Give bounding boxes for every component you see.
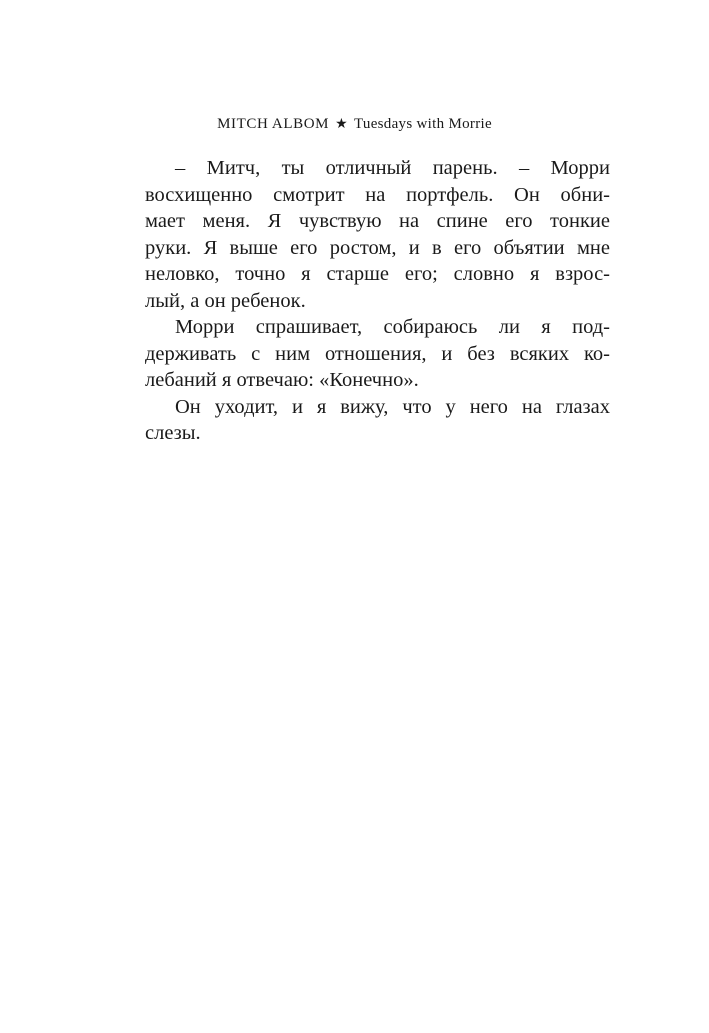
- text-line: восхищенно смотрит на портфель. Он обни-: [145, 183, 610, 206]
- text-line: – Митч, ты отличный парень. – Морри: [175, 157, 610, 179]
- paragraph: [145, 155, 610, 314]
- text-line: Он уходит, и я вижу, что у него на глазах: [175, 395, 610, 418]
- paragraph: [145, 314, 610, 394]
- text-line: неловко, точно я старше его; словно я взрос-: [145, 263, 610, 285]
- text-line: руки. Я выше его ростом, и в его объятии мне: [145, 236, 610, 259]
- running-head-title: Tuesdays with Morrie: [353, 116, 492, 132]
- star-icon: ★: [335, 117, 348, 132]
- running-head-author: MITCH ALBOM: [217, 116, 330, 132]
- text-line: держивать с ним отношения, и без всяких ко-: [145, 342, 610, 365]
- text-line: слезы.: [145, 422, 201, 444]
- text-line: Морри спрашивает, собираюсь ли я под-: [175, 316, 610, 338]
- paragraph: [145, 394, 610, 447]
- page-body-text: [145, 155, 610, 447]
- running-head: [0, 114, 709, 135]
- text-line: лый, а он ребенок.: [145, 289, 306, 312]
- text-line: лебаний я отвечаю: «Конечно».: [145, 369, 419, 391]
- text-line: мает меня. Я чувствую на спине его тонкие: [145, 210, 610, 232]
